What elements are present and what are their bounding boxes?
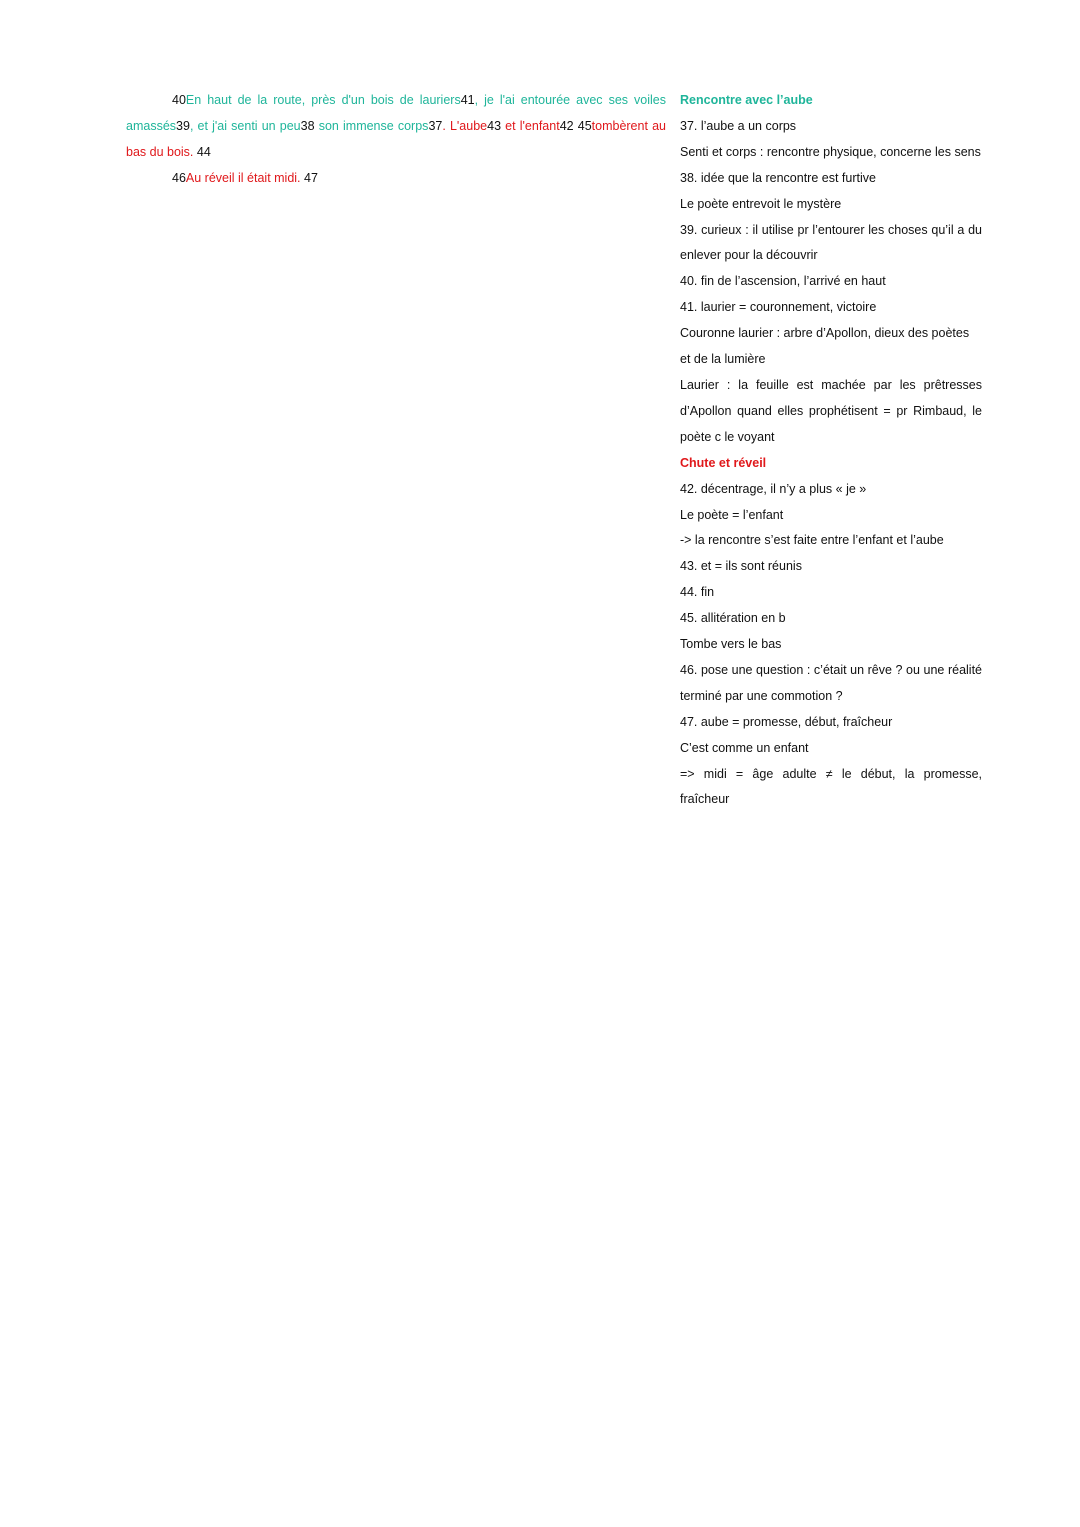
notes-group-b xyxy=(680,477,982,814)
poem-segment: En haut de la route, près d'un bois de lauriers xyxy=(185,93,461,107)
note-41: 41. laurier = couronnement, victoire xyxy=(680,300,877,315)
poem-text-column xyxy=(126,88,666,192)
note-ref-45: 45 xyxy=(573,118,592,133)
note-ref-39: 39 xyxy=(176,118,190,133)
note-ref-42: 42 xyxy=(559,118,574,133)
note-44: 44. fin xyxy=(680,585,715,600)
note-laurier: Laurier : la feuille est machée par les prêtresses d’Apollon quand elles prophétisent = pr Rimbaud, le poète c le voyant xyxy=(680,377,982,444)
note-40: 40. fin de l’ascension, l’arrivé en haut xyxy=(680,274,886,289)
note-couronne: Couronne laurier : arbre d’Apollon, dieux des poètes et de la lumière xyxy=(680,326,970,367)
notes-group-a xyxy=(680,114,982,451)
poem-segment: son immense corps xyxy=(314,118,429,133)
poem-paragraph-2 xyxy=(126,166,666,192)
note-ref-43: 43 xyxy=(487,118,502,133)
note-46: 46. pose une question : c’était un rêve ? ou une réalité terminé par une commotion ? xyxy=(680,662,982,703)
note-43: 43. et = ils sont réunis xyxy=(680,559,802,574)
poem-segment: , je l'ai entourée avec ses voiles amassés xyxy=(126,93,666,133)
note-ref-44: 44 xyxy=(193,144,211,159)
annotation-column xyxy=(680,88,982,813)
note-ref-38: 38 xyxy=(300,118,315,133)
poem-segment: Au réveil il était midi. xyxy=(185,170,301,185)
section-heading-rencontre: Rencontre avec l’aube xyxy=(680,93,813,107)
note-enfant: C’est comme un enfant xyxy=(680,740,809,755)
note-ref-46: 46 xyxy=(172,170,186,185)
note-37: 37. l’aube a un corps xyxy=(680,118,797,133)
note-45: 45. allitération en b xyxy=(680,611,786,626)
poem-segment: tombèrent au bas du bois. xyxy=(126,118,666,159)
note-ref-37: 37 xyxy=(428,118,443,133)
note-midi: => midi = âge adulte ≠ le début, la promesse, fraîcheur xyxy=(680,766,982,807)
poem-segment: et l'enfant xyxy=(501,118,560,133)
poem-segment: , et j'ai senti un peu xyxy=(189,118,301,133)
note-ref-40: 40 xyxy=(172,93,186,107)
note-47: 47. aube = promesse, début, fraîcheur xyxy=(680,714,893,729)
section-heading-chute: Chute et réveil xyxy=(680,455,767,470)
note-38: 38. idée que la rencontre est furtive xyxy=(680,170,876,185)
note-tombe: Tombe vers le bas xyxy=(680,637,782,652)
note-ref-41: 41 xyxy=(460,93,475,107)
note-mystere: Le poète entrevoit le mystère xyxy=(680,196,842,211)
note-rencontre: -> la rencontre s’est faite entre l’enfant et l’aube xyxy=(680,533,944,548)
note-42: 42. décentrage, il n’y a plus « je » xyxy=(680,481,867,496)
note-39: 39. curieux : il utilise pr l’entourer les choses qu’il a du enlever pour la découvrir xyxy=(680,222,982,263)
note-ref-47: 47 xyxy=(300,170,318,185)
note-poete-enfant: Le poète = l’enfant xyxy=(680,507,784,522)
poem-segment: . L'aube xyxy=(442,118,488,133)
note-senti-corps: Senti et corps : rencontre physique, concerne les sens xyxy=(680,144,981,159)
poem-paragraph-1 xyxy=(126,88,666,166)
